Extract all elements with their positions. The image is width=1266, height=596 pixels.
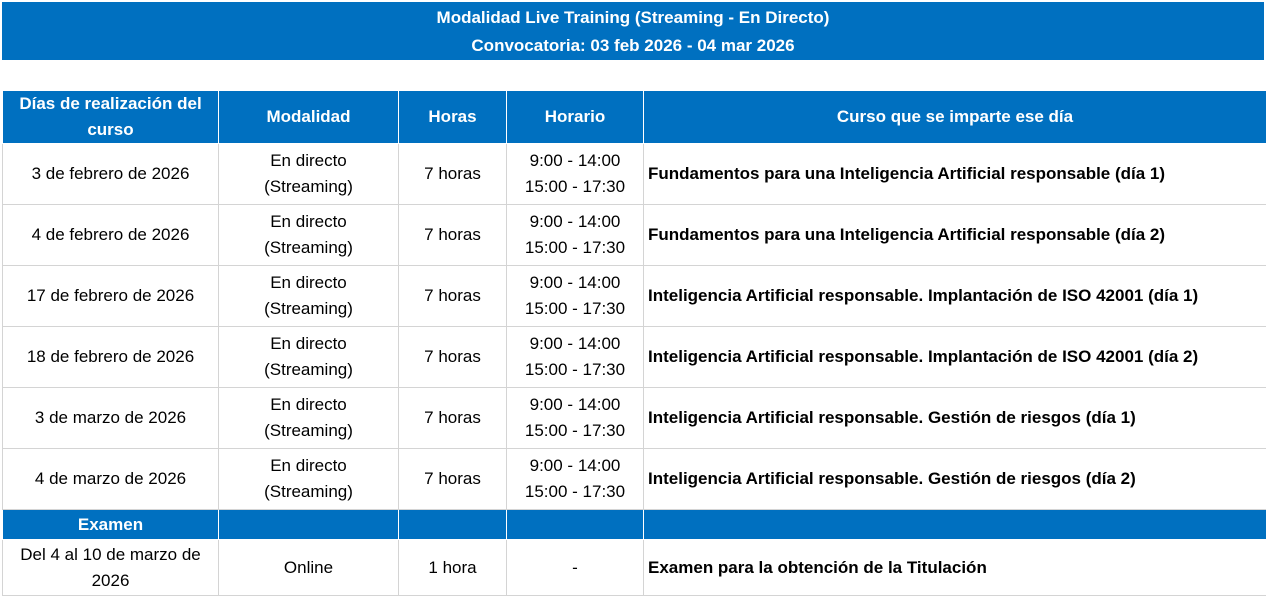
cell-course: Inteligencia Artificial responsable. Gestión de riesgos (día 2) [644, 449, 1266, 510]
cell-modality [219, 449, 399, 510]
schedule-line: 9:00 - 14:00 [511, 392, 639, 418]
modality-line: En directo [223, 209, 394, 235]
cell-schedule [507, 327, 644, 388]
schedule-line: 15:00 - 17:30 [511, 235, 639, 261]
modality-line: (Streaming) [223, 357, 394, 383]
schedule-line: 9:00 - 14:00 [511, 453, 639, 479]
cell-schedule [507, 266, 644, 327]
cell-schedule [507, 205, 644, 266]
cell-course: Fundamentos para una Inteligencia Artificial responsable (día 2) [644, 205, 1266, 266]
cell-hours: 7 horas [399, 144, 507, 205]
header-hours: Horas [399, 91, 507, 144]
cell-modality [219, 144, 399, 205]
header-schedule: Horario [507, 91, 644, 144]
banner-title: Modalidad Live Training (Streaming - En Directo) [2, 2, 1264, 32]
table-row [3, 205, 1266, 266]
schedule-line: 15:00 - 17:30 [511, 479, 639, 505]
table-row [3, 388, 1266, 449]
modality-line: En directo [223, 331, 394, 357]
modality-line: En directo [223, 148, 394, 174]
header-days: Días de realización del curso [3, 91, 219, 144]
modality-line: En directo [223, 392, 394, 418]
cell-modality [219, 205, 399, 266]
schedule-line: 15:00 - 17:30 [511, 357, 639, 383]
exam-section-header [3, 510, 1266, 540]
exam-course: Examen para la obtención de la Titulación [644, 540, 1266, 596]
table-row [3, 449, 1266, 510]
schedule-line: 15:00 - 17:30 [511, 296, 639, 322]
schedule-line: 9:00 - 14:00 [511, 331, 639, 357]
schedule-line: 9:00 - 14:00 [511, 209, 639, 235]
header-modality: Modalidad [219, 91, 399, 144]
schedule-line: 9:00 - 14:00 [511, 148, 639, 174]
cell-hours: 7 horas [399, 327, 507, 388]
cell-day: 18 de febrero de 2026 [3, 327, 219, 388]
cell-day: 3 de febrero de 2026 [3, 144, 219, 205]
exam-schedule: - [507, 540, 644, 596]
schedule-line: 15:00 - 17:30 [511, 418, 639, 444]
title-banner [2, 2, 1264, 60]
cell-course: Fundamentos para una Inteligencia Artificial responsable (día 1) [644, 144, 1266, 205]
exam-modality: Online [219, 540, 399, 596]
exam-hours: 1 hora [399, 540, 507, 596]
modality-line: (Streaming) [223, 296, 394, 322]
schedule-line: 9:00 - 14:00 [511, 270, 639, 296]
exam-section-blank [399, 510, 507, 540]
cell-modality [219, 266, 399, 327]
table-header-row [3, 91, 1266, 144]
exam-row [3, 540, 1266, 596]
cell-schedule [507, 144, 644, 205]
cell-course: Inteligencia Artificial responsable. Implantación de ISO 42001 (día 2) [644, 327, 1266, 388]
modality-line: En directo [223, 453, 394, 479]
modality-line: (Streaming) [223, 418, 394, 444]
exam-section-label: Examen [3, 510, 219, 540]
exam-section-blank [219, 510, 399, 540]
table-row [3, 327, 1266, 388]
cell-hours: 7 horas [399, 449, 507, 510]
exam-section-blank [507, 510, 644, 540]
modality-line: (Streaming) [223, 174, 394, 200]
header-course: Curso que se imparte ese día [644, 91, 1266, 144]
exam-section-blank [644, 510, 1266, 540]
modality-line: En directo [223, 270, 394, 296]
cell-hours: 7 horas [399, 266, 507, 327]
schedule-line: 15:00 - 17:30 [511, 174, 639, 200]
cell-day: 4 de febrero de 2026 [3, 205, 219, 266]
cell-course: Inteligencia Artificial responsable. Gestión de riesgos (día 1) [644, 388, 1266, 449]
table-row [3, 144, 1266, 205]
cell-schedule [507, 388, 644, 449]
cell-hours: 7 horas [399, 388, 507, 449]
cell-day: 3 de marzo de 2026 [3, 388, 219, 449]
cell-schedule [507, 449, 644, 510]
cell-modality [219, 327, 399, 388]
cell-modality [219, 388, 399, 449]
exam-day: Del 4 al 10 de marzo de 2026 [3, 540, 219, 596]
banner-subtitle: Convocatoria: 03 feb 2026 - 04 mar 2026 [2, 32, 1264, 60]
table-row [3, 266, 1266, 327]
cell-day: 17 de febrero de 2026 [3, 266, 219, 327]
schedule-table [2, 90, 1266, 596]
cell-course: Inteligencia Artificial responsable. Implantación de ISO 42001 (día 1) [644, 266, 1266, 327]
modality-line: (Streaming) [223, 479, 394, 505]
cell-hours: 7 horas [399, 205, 507, 266]
modality-line: (Streaming) [223, 235, 394, 261]
cell-day: 4 de marzo de 2026 [3, 449, 219, 510]
